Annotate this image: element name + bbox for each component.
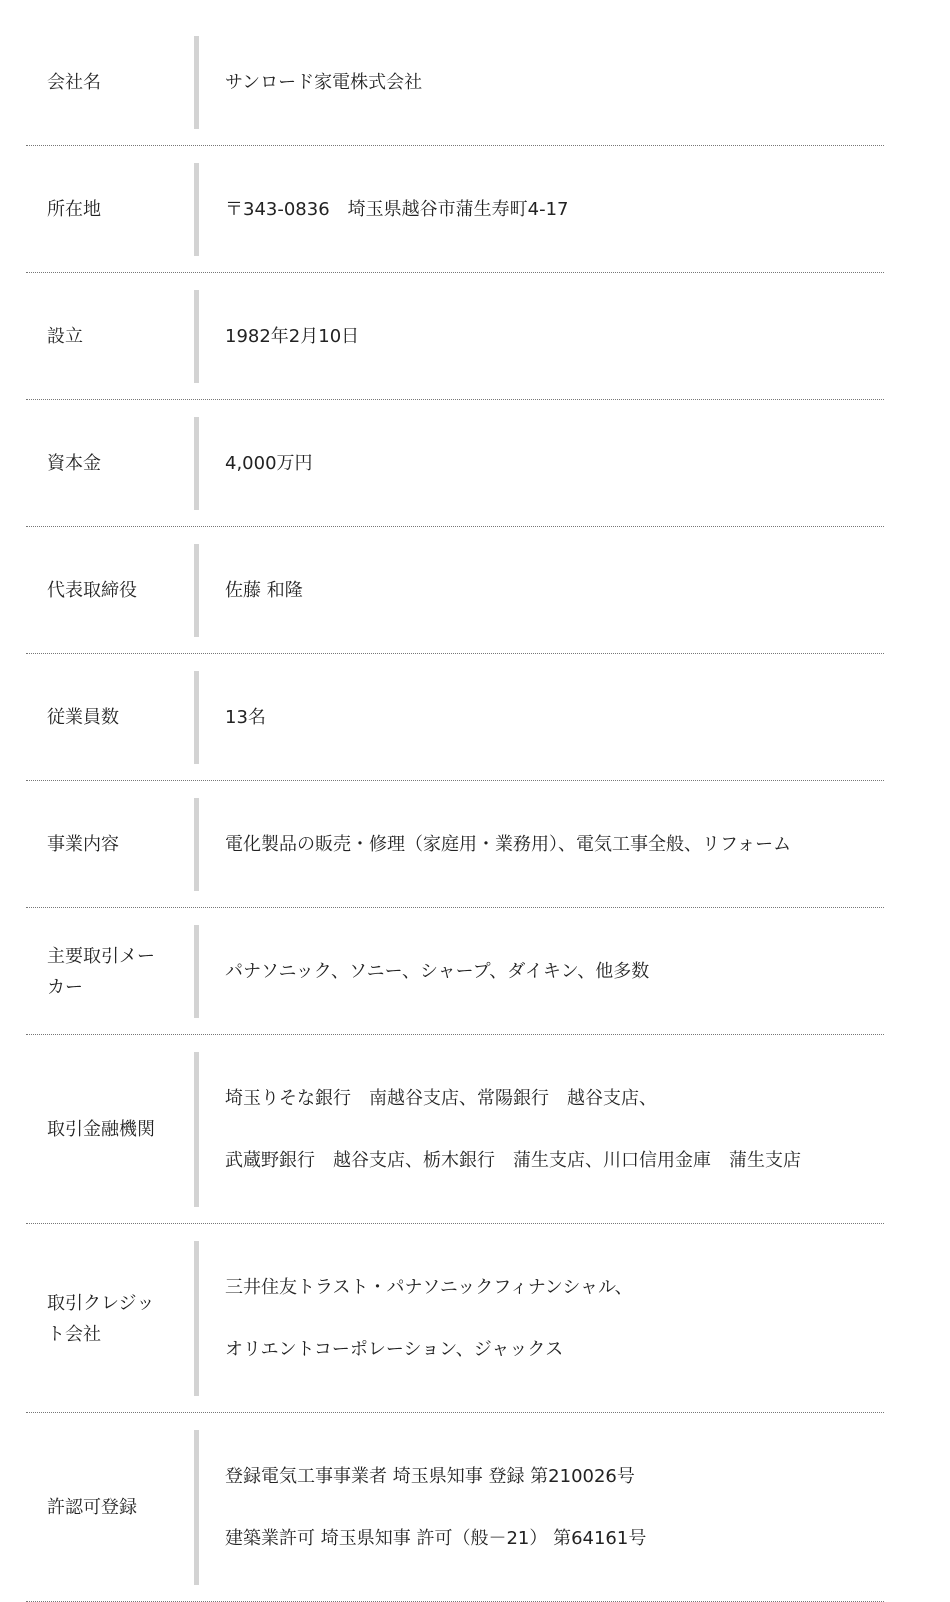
row-divider [194, 798, 199, 891]
row-divider [194, 1052, 199, 1207]
row-divider [194, 36, 199, 129]
row-value [225, 1052, 884, 1207]
profile-row-manufacturers [26, 908, 884, 1035]
value-line: 三井住友トラスト・パナソニックフィナンシャル、 [225, 1277, 633, 1298]
value-line: 武蔵野銀行 越谷支店、栃木銀行 蒲生支店、川口信用金庫 蒲生支店 [225, 1150, 801, 1171]
value-line: 埼玉りそな銀行 南越谷支店、常陽銀行 越谷支店、 [225, 1088, 657, 1109]
row-divider [194, 1241, 199, 1396]
row-value [225, 671, 884, 764]
value-line: 佐藤 和隆 [225, 580, 303, 601]
row-divider [194, 290, 199, 383]
value-line: サンロード家電株式会社 [225, 72, 423, 93]
row-label: 事業内容 [47, 834, 119, 855]
row-label: 所在地 [47, 199, 101, 220]
row-label: 資本金 [47, 453, 101, 474]
value-line: 〒343-0836 埼玉県越谷市蒲生寿町4-17 [225, 199, 569, 220]
row-label: 主要取引メー カー [47, 945, 155, 998]
row-value [225, 417, 884, 510]
row-label: 許認可登録 [47, 1497, 137, 1518]
row-value [225, 1241, 884, 1396]
value-line: 4,000万円 [225, 453, 313, 474]
row-value [225, 36, 884, 129]
row-value [225, 1430, 884, 1585]
profile-row-address [26, 146, 884, 273]
row-divider [194, 671, 199, 764]
row-label: 会社名 [47, 72, 101, 93]
profile-row-banks [26, 1035, 884, 1224]
profile-row-founded [26, 273, 884, 400]
profile-row-representative [26, 527, 884, 654]
value-line: オリエントコーポレーション、ジャックス [225, 1339, 564, 1360]
row-divider [194, 417, 199, 510]
row-label: 代表取締役 [47, 580, 137, 601]
profile-row-licenses [26, 1413, 884, 1602]
row-divider [194, 925, 199, 1018]
row-value [225, 925, 884, 1018]
value-line: パナソニック、ソニー、シャープ、ダイキン、他多数 [225, 961, 650, 982]
profile-row-capital [26, 400, 884, 527]
value-line: 1982年2月10日 [225, 326, 360, 347]
row-label: 取引金融機関 [47, 1119, 155, 1140]
row-value [225, 290, 884, 383]
value-line: 13名 [225, 707, 266, 728]
row-divider [194, 163, 199, 256]
value-line: 登録電気工事事業者 埼玉県知事 登録 第210026号 [225, 1466, 635, 1487]
row-divider [194, 1430, 199, 1585]
value-line: 建築業許可 埼玉県知事 許可（般－21） 第64161号 [225, 1528, 647, 1549]
profile-row-credit-companies [26, 1224, 884, 1413]
profile-row-company-name [26, 19, 884, 146]
row-label: 取引クレジッ ト会社 [47, 1292, 155, 1345]
company-profile-table [26, 19, 884, 1602]
row-divider [194, 544, 199, 637]
row-value [225, 798, 884, 891]
row-label: 設立 [47, 326, 83, 347]
row-value [225, 544, 884, 637]
value-line: 電化製品の販売・修理（家庭用・業務用）、電気工事全般、リフォーム [225, 834, 792, 855]
row-value [225, 163, 884, 256]
profile-row-employees [26, 654, 884, 781]
profile-row-business [26, 781, 884, 908]
row-label: 従業員数 [47, 707, 119, 728]
